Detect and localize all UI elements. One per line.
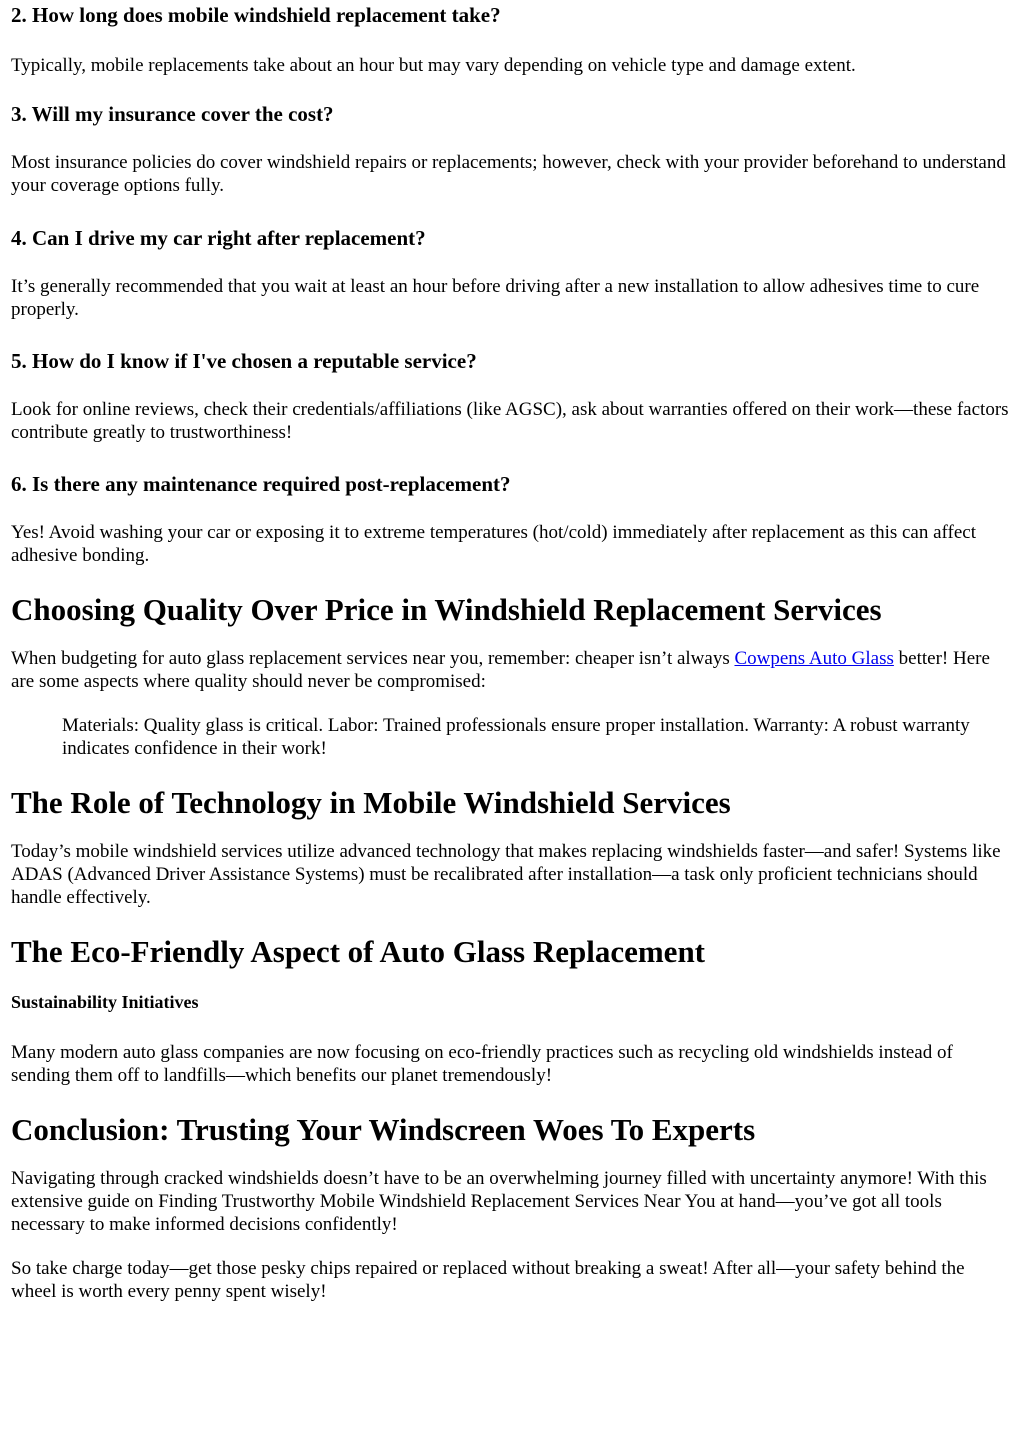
eco-body: Many modern auto glass companies are now focusing on eco-friendly practices such as recycling old windshields instead of sending them off to landfills—which benefits our planet tremendously! xyxy=(11,1042,953,1086)
quality-aspects: Materials: Quality glass is critical. Labor: Trained professionals ensure proper installation. Warranty: A robust warranty indicates confidence in their work! xyxy=(62,715,970,759)
faq-question-2: 2. How long does mobile windshield replacement take? xyxy=(11,3,501,27)
quality-intro-end: better! Here are some aspects where quality should never be compromised: xyxy=(11,648,990,692)
quality-heading: Choosing Quality Over Price in Windshield Replacement Services xyxy=(11,592,882,627)
conclusion-paragraph-2: So take charge today—get those pesky chips repaired or replaced without breaking a sweat! After all—your safety behind the wheel is worth every penny spent wisely! xyxy=(11,1258,965,1302)
faq-answer-3: Most insurance policies do cover windshield repairs or replacements; however, check with your provider beforehand to understand your coverage options fully. xyxy=(11,152,1006,196)
article xyxy=(0,2,1024,1303)
conclusion-paragraph-1: Navigating through cracked windshields doesn’t have to be an overwhelming journey filled with uncertainty anymore! With this extensive guide on Finding Trustworthy Mobile Windshield Replacement Services Near You at hand—you’ve got all tools necessary to make informed decisions confidently! xyxy=(11,1168,987,1235)
faq-question-5: 5. How do I know if I've chosen a reputable service? xyxy=(11,349,477,373)
faq-question-3: 3. Will my insurance cover the cost? xyxy=(11,102,334,126)
faq-answer-5: Look for online reviews, check their credentials/affiliations (like AGSC), ask about warranties offered on their work—these factors contribute greatly to trustworthiness! xyxy=(11,399,1009,443)
faq-answer-2: Typically, mobile replacements take about an hour but may vary depending on vehicle type and damage extent. xyxy=(11,55,856,76)
quality-intro xyxy=(11,647,1014,693)
cowpens-auto-glass-link[interactable]: Cowpens Auto Glass xyxy=(734,648,894,669)
eco-heading: The Eco-Friendly Aspect of Auto Glass Replacement xyxy=(11,934,706,969)
conclusion-heading: Conclusion: Trusting Your Windscreen Woes To Experts xyxy=(11,1112,756,1147)
faq-question-6: 6. Is there any maintenance required post-replacement? xyxy=(11,472,511,496)
technology-body: Today’s mobile windshield services utilize advanced technology that makes replacing windshields faster—and safer! Systems like ADAS (Advanced Driver Assistance Systems) must be recalibrated after installation—a task only proficient technicians should handle effectively. xyxy=(11,841,1001,908)
faq-question-4: 4. Can I drive my car right after replacement? xyxy=(11,226,426,250)
faq-answer-6: Yes! Avoid washing your car or exposing it to extreme temperatures (hot/cold) immediately after replacement as this can affect adhesive bonding. xyxy=(11,522,976,566)
faq-answer-4: It’s generally recommended that you wait at least an hour before driving after a new installation to allow adhesives time to cure properly. xyxy=(11,276,980,320)
technology-heading: The Role of Technology in Mobile Windshield Services xyxy=(11,785,731,820)
quality-intro-start: When budgeting for auto glass replacement services near you, remember: cheaper isn’t always xyxy=(11,648,735,669)
eco-subheading: Sustainability Initiatives xyxy=(11,992,199,1012)
